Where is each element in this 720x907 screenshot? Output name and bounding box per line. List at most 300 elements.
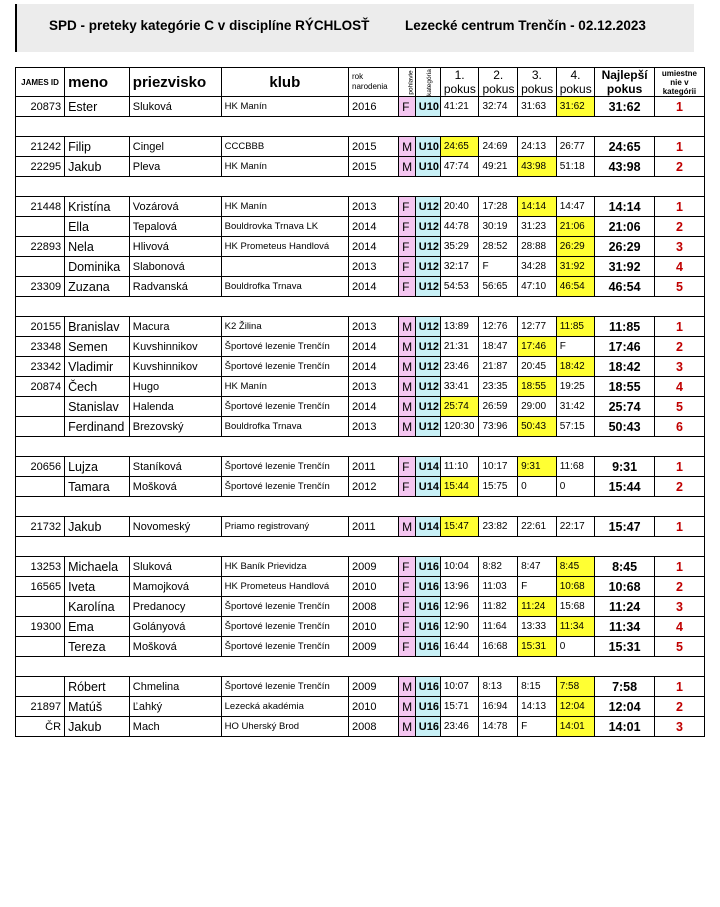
cell-meno: Ester <box>65 97 130 117</box>
cell-pokus-2: 73:96 <box>479 417 518 437</box>
cell-pokus-2: 23:82 <box>479 517 518 537</box>
separator-cell <box>16 117 705 137</box>
cell-pohlavie: F <box>399 257 416 277</box>
cell-priezvisko: Radvanská <box>129 277 221 297</box>
table-row <box>16 337 705 357</box>
cell-pohlavie: M <box>399 517 416 537</box>
cell-pokus-3: 28:88 <box>518 237 557 257</box>
cell-rok: 2013 <box>349 317 399 337</box>
cell-najlepsi: 8:45 <box>595 557 655 577</box>
table-row <box>16 697 705 717</box>
cell-umiestnenie: 4 <box>654 617 704 637</box>
cell-najlepsi: 46:54 <box>595 277 655 297</box>
separator-cell <box>16 537 705 557</box>
cell-pokus-1: 13:89 <box>440 317 479 337</box>
cell-pokus-3: 15:31 <box>518 637 557 657</box>
cell-pokus-3: 20:45 <box>518 357 557 377</box>
cell-klub: HK Manín <box>221 157 348 177</box>
cell-pohlavie: M <box>399 717 416 737</box>
cell-rok: 2013 <box>349 197 399 217</box>
cell-umiestnenie: 2 <box>654 477 704 497</box>
cell-umiestnenie: 2 <box>654 577 704 597</box>
cell-meno: Tereza <box>65 637 130 657</box>
cell-kategoria: U14 <box>415 517 440 537</box>
cell-rok: 2013 <box>349 417 399 437</box>
cell-priezvisko: Halenda <box>129 397 221 417</box>
cell-najlepsi: 26:29 <box>595 237 655 257</box>
cell-rok: 2014 <box>349 357 399 377</box>
cell-pokus-2: 11:64 <box>479 617 518 637</box>
cell-james-id <box>16 217 65 237</box>
cell-rok: 2010 <box>349 617 399 637</box>
table-row <box>16 137 705 157</box>
cell-umiestnenie: 1 <box>654 197 704 217</box>
table-row <box>16 517 705 537</box>
group-separator <box>16 497 705 517</box>
cell-pokus-4: 11:34 <box>556 617 595 637</box>
cell-priezvisko: Pleva <box>129 157 221 177</box>
table-row <box>16 717 705 737</box>
cell-kategoria: U16 <box>415 697 440 717</box>
cell-umiestnenie: 1 <box>654 517 704 537</box>
cell-pohlavie: F <box>399 237 416 257</box>
cell-pohlavie: M <box>399 417 416 437</box>
cell-james-id: 23309 <box>16 277 65 297</box>
cell-pokus-2: 16:68 <box>479 637 518 657</box>
cell-pokus-1: 10:04 <box>440 557 479 577</box>
cell-kategoria: U16 <box>415 617 440 637</box>
cell-kategoria: U16 <box>415 577 440 597</box>
cell-pohlavie: M <box>399 357 416 377</box>
cell-kategoria: U12 <box>415 417 440 437</box>
cell-umiestnenie: 3 <box>654 357 704 377</box>
cell-pokus-2: 23:35 <box>479 377 518 397</box>
cell-pokus-2: 16:94 <box>479 697 518 717</box>
table-row <box>16 557 705 577</box>
cell-pokus-1: 54:53 <box>440 277 479 297</box>
cell-kategoria: U12 <box>415 337 440 357</box>
venue-date: Lezecké centrum Trenčín - 02.12.2023 <box>405 18 646 33</box>
cell-pokus-3: 24:13 <box>518 137 557 157</box>
cell-pokus-2: 14:78 <box>479 717 518 737</box>
cell-pokus-2: 8:13 <box>479 677 518 697</box>
title-bar <box>15 4 694 52</box>
cell-pohlavie: M <box>399 377 416 397</box>
cell-priezvisko: Hlivová <box>129 237 221 257</box>
cell-priezvisko: Mach <box>129 717 221 737</box>
cell-pokus-2: 11:03 <box>479 577 518 597</box>
results-table <box>15 67 705 737</box>
table-row <box>16 457 705 477</box>
cell-pokus-2: 11:82 <box>479 597 518 617</box>
cell-umiestnenie: 1 <box>654 97 704 117</box>
table-row <box>16 397 705 417</box>
cell-meno: Karolína <box>65 597 130 617</box>
cell-pokus-4: 51:18 <box>556 157 595 177</box>
header-pokus-1: 1. pokus <box>440 68 479 97</box>
cell-pokus-1: 21:31 <box>440 337 479 357</box>
cell-kategoria: U16 <box>415 717 440 737</box>
cell-umiestnenie: 2 <box>654 157 704 177</box>
cell-pokus-3: 13:33 <box>518 617 557 637</box>
cell-meno: Vladimir <box>65 357 130 377</box>
cell-klub: HK Manín <box>221 197 348 217</box>
cell-pohlavie: F <box>399 197 416 217</box>
cell-umiestnenie: 4 <box>654 377 704 397</box>
cell-umiestnenie: 5 <box>654 397 704 417</box>
cell-pohlavie: F <box>399 557 416 577</box>
cell-priezvisko: Tepalová <box>129 217 221 237</box>
cell-klub <box>221 257 348 277</box>
cell-klub: Športové lezenie Trenčín <box>221 457 348 477</box>
cell-kategoria: U12 <box>415 317 440 337</box>
cell-pohlavie: F <box>399 597 416 617</box>
cell-rok: 2015 <box>349 137 399 157</box>
cell-rok: 2013 <box>349 257 399 277</box>
cell-pokus-4: 46:54 <box>556 277 595 297</box>
cell-najlepsi: 11:34 <box>595 617 655 637</box>
cell-kategoria: U16 <box>415 557 440 577</box>
separator-cell <box>16 177 705 197</box>
cell-umiestnenie: 1 <box>654 317 704 337</box>
header-pokus-4: 4. pokus <box>556 68 595 97</box>
table-row <box>16 237 705 257</box>
cell-pokus-1: 32:17 <box>440 257 479 277</box>
cell-pohlavie: F <box>399 617 416 637</box>
cell-james-id: 21732 <box>16 517 65 537</box>
cell-najlepsi: 43:98 <box>595 157 655 177</box>
cell-priezvisko: Chmelina <box>129 677 221 697</box>
cell-priezvisko: Sluková <box>129 97 221 117</box>
cell-umiestnenie: 3 <box>654 717 704 737</box>
cell-rok: 2014 <box>349 277 399 297</box>
cell-klub: Bouldrovka Trnava LK <box>221 217 348 237</box>
cell-pokus-2: 8:82 <box>479 557 518 577</box>
cell-rok: 2015 <box>349 157 399 177</box>
cell-pokus-3: F <box>518 577 557 597</box>
group-separator <box>16 537 705 557</box>
cell-pokus-4: 57:15 <box>556 417 595 437</box>
cell-pokus-4: 21:06 <box>556 217 595 237</box>
cell-pokus-4: F <box>556 337 595 357</box>
cell-priezvisko: Sluková <box>129 557 221 577</box>
cell-priezvisko: Novomeský <box>129 517 221 537</box>
cell-kategoria: U12 <box>415 197 440 217</box>
table-row <box>16 357 705 377</box>
cell-james-id: 20656 <box>16 457 65 477</box>
cell-pokus-2: 56:65 <box>479 277 518 297</box>
cell-pokus-4: 31:42 <box>556 397 595 417</box>
cell-pokus-1: 15:44 <box>440 477 479 497</box>
cell-james-id <box>16 597 65 617</box>
cell-pokus-3: 14:13 <box>518 697 557 717</box>
cell-meno: Branislav <box>65 317 130 337</box>
cell-pokus-2: 21:87 <box>479 357 518 377</box>
cell-pokus-4: 10:68 <box>556 577 595 597</box>
cell-pokus-1: 15:71 <box>440 697 479 717</box>
cell-kategoria: U16 <box>415 597 440 617</box>
cell-priezvisko: Staníková <box>129 457 221 477</box>
cell-pokus-1: 23:46 <box>440 357 479 377</box>
cell-kategoria: U12 <box>415 357 440 377</box>
cell-pokus-2: 49:21 <box>479 157 518 177</box>
cell-umiestnenie: 1 <box>654 677 704 697</box>
cell-pohlavie: F <box>399 577 416 597</box>
cell-najlepsi: 50:43 <box>595 417 655 437</box>
cell-pokus-4: 12:04 <box>556 697 595 717</box>
cell-kategoria: U10 <box>415 137 440 157</box>
cell-priezvisko: Macura <box>129 317 221 337</box>
cell-rok: 2008 <box>349 717 399 737</box>
header-kategoria <box>415 68 440 97</box>
cell-pokus-4: 19:25 <box>556 377 595 397</box>
cell-pokus-3: 8:15 <box>518 677 557 697</box>
table-row <box>16 217 705 237</box>
cell-umiestnenie: 1 <box>654 557 704 577</box>
cell-rok: 2014 <box>349 237 399 257</box>
cell-pokus-3: 14:14 <box>518 197 557 217</box>
cell-james-id: ČR <box>16 717 65 737</box>
cell-najlepsi: 11:85 <box>595 317 655 337</box>
header-klub: klub <box>221 68 348 97</box>
cell-pokus-2: 30:19 <box>479 217 518 237</box>
cell-meno: Lujza <box>65 457 130 477</box>
cell-pokus-2: 24:69 <box>479 137 518 157</box>
header-kategoria-label: kategória <box>425 68 433 96</box>
cell-pokus-4: 22:17 <box>556 517 595 537</box>
cell-james-id: 19300 <box>16 617 65 637</box>
cell-najlepsi: 10:68 <box>595 577 655 597</box>
cell-meno: Ella <box>65 217 130 237</box>
cell-kategoria: U12 <box>415 377 440 397</box>
cell-priezvisko: Mamojková <box>129 577 221 597</box>
cell-james-id: 20155 <box>16 317 65 337</box>
cell-kategoria: U12 <box>415 257 440 277</box>
cell-rok: 2009 <box>349 677 399 697</box>
table-row <box>16 377 705 397</box>
cell-najlepsi: 15:31 <box>595 637 655 657</box>
header-meno: meno <box>65 68 130 97</box>
table-row <box>16 637 705 657</box>
cell-pokus-3: 0 <box>518 477 557 497</box>
cell-pohlavie: M <box>399 337 416 357</box>
cell-priezvisko: Vozárová <box>129 197 221 217</box>
cell-najlepsi: 31:62 <box>595 97 655 117</box>
cell-pokus-3: 9:31 <box>518 457 557 477</box>
cell-james-id: 13253 <box>16 557 65 577</box>
cell-pokus-4: 31:62 <box>556 97 595 117</box>
cell-pokus-3: 43:98 <box>518 157 557 177</box>
results-body <box>16 97 705 737</box>
table-row <box>16 317 705 337</box>
group-separator <box>16 117 705 137</box>
cell-rok: 2009 <box>349 637 399 657</box>
cell-klub: Športové lezenie Trenčín <box>221 477 348 497</box>
cell-klub: Športové lezenie Trenčín <box>221 637 348 657</box>
cell-james-id <box>16 257 65 277</box>
cell-pohlavie: F <box>399 277 416 297</box>
group-separator <box>16 297 705 317</box>
cell-umiestnenie: 4 <box>654 257 704 277</box>
cell-pokus-3: 18:55 <box>518 377 557 397</box>
cell-klub: Športové lezenie Trenčín <box>221 397 348 417</box>
header-rok: rok narodenia <box>349 68 399 97</box>
header-pokus-3: 3. pokus <box>518 68 557 97</box>
table-row <box>16 257 705 277</box>
header-priezvisko: priezvisko <box>129 68 221 97</box>
cell-pokus-1: 13:96 <box>440 577 479 597</box>
cell-pokus-1: 35:29 <box>440 237 479 257</box>
cell-pokus-4: 0 <box>556 637 595 657</box>
cell-pokus-4: 11:85 <box>556 317 595 337</box>
cell-pokus-4: 18:42 <box>556 357 595 377</box>
cell-pokus-4: 15:68 <box>556 597 595 617</box>
cell-pokus-3: 12:77 <box>518 317 557 337</box>
cell-klub: Športové lezenie Trenčín <box>221 337 348 357</box>
header-row <box>16 68 705 97</box>
cell-priezvisko: Golányová <box>129 617 221 637</box>
separator-cell <box>16 497 705 517</box>
event-title: SPD - preteky kategórie C v disciplíne RÝCHLOSŤ <box>49 18 370 33</box>
table-row <box>16 477 705 497</box>
cell-pokus-1: 12:96 <box>440 597 479 617</box>
cell-james-id: 20873 <box>16 97 65 117</box>
cell-james-id: 23348 <box>16 337 65 357</box>
group-separator <box>16 437 705 457</box>
cell-pokus-3: 8:47 <box>518 557 557 577</box>
cell-pokus-1: 33:41 <box>440 377 479 397</box>
cell-james-id <box>16 677 65 697</box>
cell-rok: 2012 <box>349 477 399 497</box>
cell-klub: CCCBBB <box>221 137 348 157</box>
cell-pokus-1: 23:46 <box>440 717 479 737</box>
cell-pokus-1: 47:74 <box>440 157 479 177</box>
cell-pokus-4: 26:77 <box>556 137 595 157</box>
cell-pokus-2: F <box>479 257 518 277</box>
table-row <box>16 197 705 217</box>
cell-meno: Kristína <box>65 197 130 217</box>
cell-umiestnenie: 1 <box>654 137 704 157</box>
cell-pokus-1: 25:74 <box>440 397 479 417</box>
cell-kategoria: U16 <box>415 677 440 697</box>
cell-pokus-3: 47:10 <box>518 277 557 297</box>
cell-meno: Filip <box>65 137 130 157</box>
cell-rok: 2009 <box>349 557 399 577</box>
group-separator <box>16 177 705 197</box>
cell-meno: Nela <box>65 237 130 257</box>
cell-kategoria: U14 <box>415 457 440 477</box>
cell-pohlavie: M <box>399 157 416 177</box>
cell-klub: Bouldrofka Trnava <box>221 417 348 437</box>
cell-meno: Dominika <box>65 257 130 277</box>
cell-meno: Michaela <box>65 557 130 577</box>
cell-kategoria: U10 <box>415 157 440 177</box>
cell-najlepsi: 9:31 <box>595 457 655 477</box>
cell-james-id <box>16 397 65 417</box>
cell-rok: 2014 <box>349 337 399 357</box>
cell-pokus-3: 50:43 <box>518 417 557 437</box>
cell-najlepsi: 18:42 <box>595 357 655 377</box>
table-row <box>16 277 705 297</box>
cell-kategoria: U12 <box>415 277 440 297</box>
cell-meno: Stanislav <box>65 397 130 417</box>
cell-pohlavie: F <box>399 477 416 497</box>
cell-najlepsi: 14:14 <box>595 197 655 217</box>
cell-klub: Športové lezenie Trenčín <box>221 617 348 637</box>
separator-cell <box>16 657 705 677</box>
cell-pokus-4: 8:45 <box>556 557 595 577</box>
cell-pokus-4: 7:58 <box>556 677 595 697</box>
cell-rok: 2010 <box>349 697 399 717</box>
cell-pokus-1: 10:07 <box>440 677 479 697</box>
cell-umiestnenie: 3 <box>654 597 704 617</box>
cell-pokus-1: 120:30 <box>440 417 479 437</box>
cell-pohlavie: M <box>399 677 416 697</box>
cell-priezvisko: Mošková <box>129 477 221 497</box>
cell-pokus-4: 11:68 <box>556 457 595 477</box>
cell-james-id: 21897 <box>16 697 65 717</box>
cell-najlepsi: 31:92 <box>595 257 655 277</box>
cell-pohlavie: F <box>399 637 416 657</box>
cell-rok: 2014 <box>349 217 399 237</box>
group-separator <box>16 657 705 677</box>
cell-pokus-3: F <box>518 717 557 737</box>
separator-cell <box>16 297 705 317</box>
cell-kategoria: U12 <box>415 217 440 237</box>
cell-pokus-1: 41:21 <box>440 97 479 117</box>
header-pohlavie <box>399 68 416 97</box>
cell-pokus-1: 11:10 <box>440 457 479 477</box>
cell-pokus-2: 17:28 <box>479 197 518 217</box>
header-james-id: JAMES ID <box>16 68 65 97</box>
header-najlepsi: Najlepší pokus <box>595 68 655 97</box>
cell-klub: Bouldrofka Trnava <box>221 277 348 297</box>
header-umiestnenie: umiestne nie v kategórii <box>654 68 704 97</box>
cell-pohlavie: F <box>399 457 416 477</box>
cell-rok: 2013 <box>349 377 399 397</box>
cell-pokus-3: 11:24 <box>518 597 557 617</box>
cell-meno: Iveta <box>65 577 130 597</box>
cell-pokus-4: 0 <box>556 477 595 497</box>
cell-priezvisko: Kuvshinnikov <box>129 337 221 357</box>
table-row <box>16 97 705 117</box>
cell-meno: Jakub <box>65 157 130 177</box>
cell-pokus-2: 15:75 <box>479 477 518 497</box>
cell-pokus-1: 44:78 <box>440 217 479 237</box>
cell-rok: 2008 <box>349 597 399 617</box>
cell-pokus-1: 24:65 <box>440 137 479 157</box>
cell-umiestnenie: 3 <box>654 237 704 257</box>
cell-pokus-1: 15:47 <box>440 517 479 537</box>
cell-priezvisko: Slabonová <box>129 257 221 277</box>
cell-pokus-3: 31:63 <box>518 97 557 117</box>
cell-umiestnenie: 2 <box>654 217 704 237</box>
cell-najlepsi: 15:44 <box>595 477 655 497</box>
cell-klub: Športové lezenie Trenčín <box>221 357 348 377</box>
cell-meno: Semen <box>65 337 130 357</box>
cell-pokus-4: 26:29 <box>556 237 595 257</box>
cell-kategoria: U12 <box>415 397 440 417</box>
header-pokus-2: 2. pokus <box>479 68 518 97</box>
cell-priezvisko: Kuvshinnikov <box>129 357 221 377</box>
cell-klub: Priamo registrovaný <box>221 517 348 537</box>
cell-meno: Jakub <box>65 517 130 537</box>
cell-pokus-2: 12:76 <box>479 317 518 337</box>
cell-umiestnenie: 2 <box>654 337 704 357</box>
cell-pokus-4: 14:01 <box>556 717 595 737</box>
cell-james-id: 22295 <box>16 157 65 177</box>
cell-najlepsi: 17:46 <box>595 337 655 357</box>
